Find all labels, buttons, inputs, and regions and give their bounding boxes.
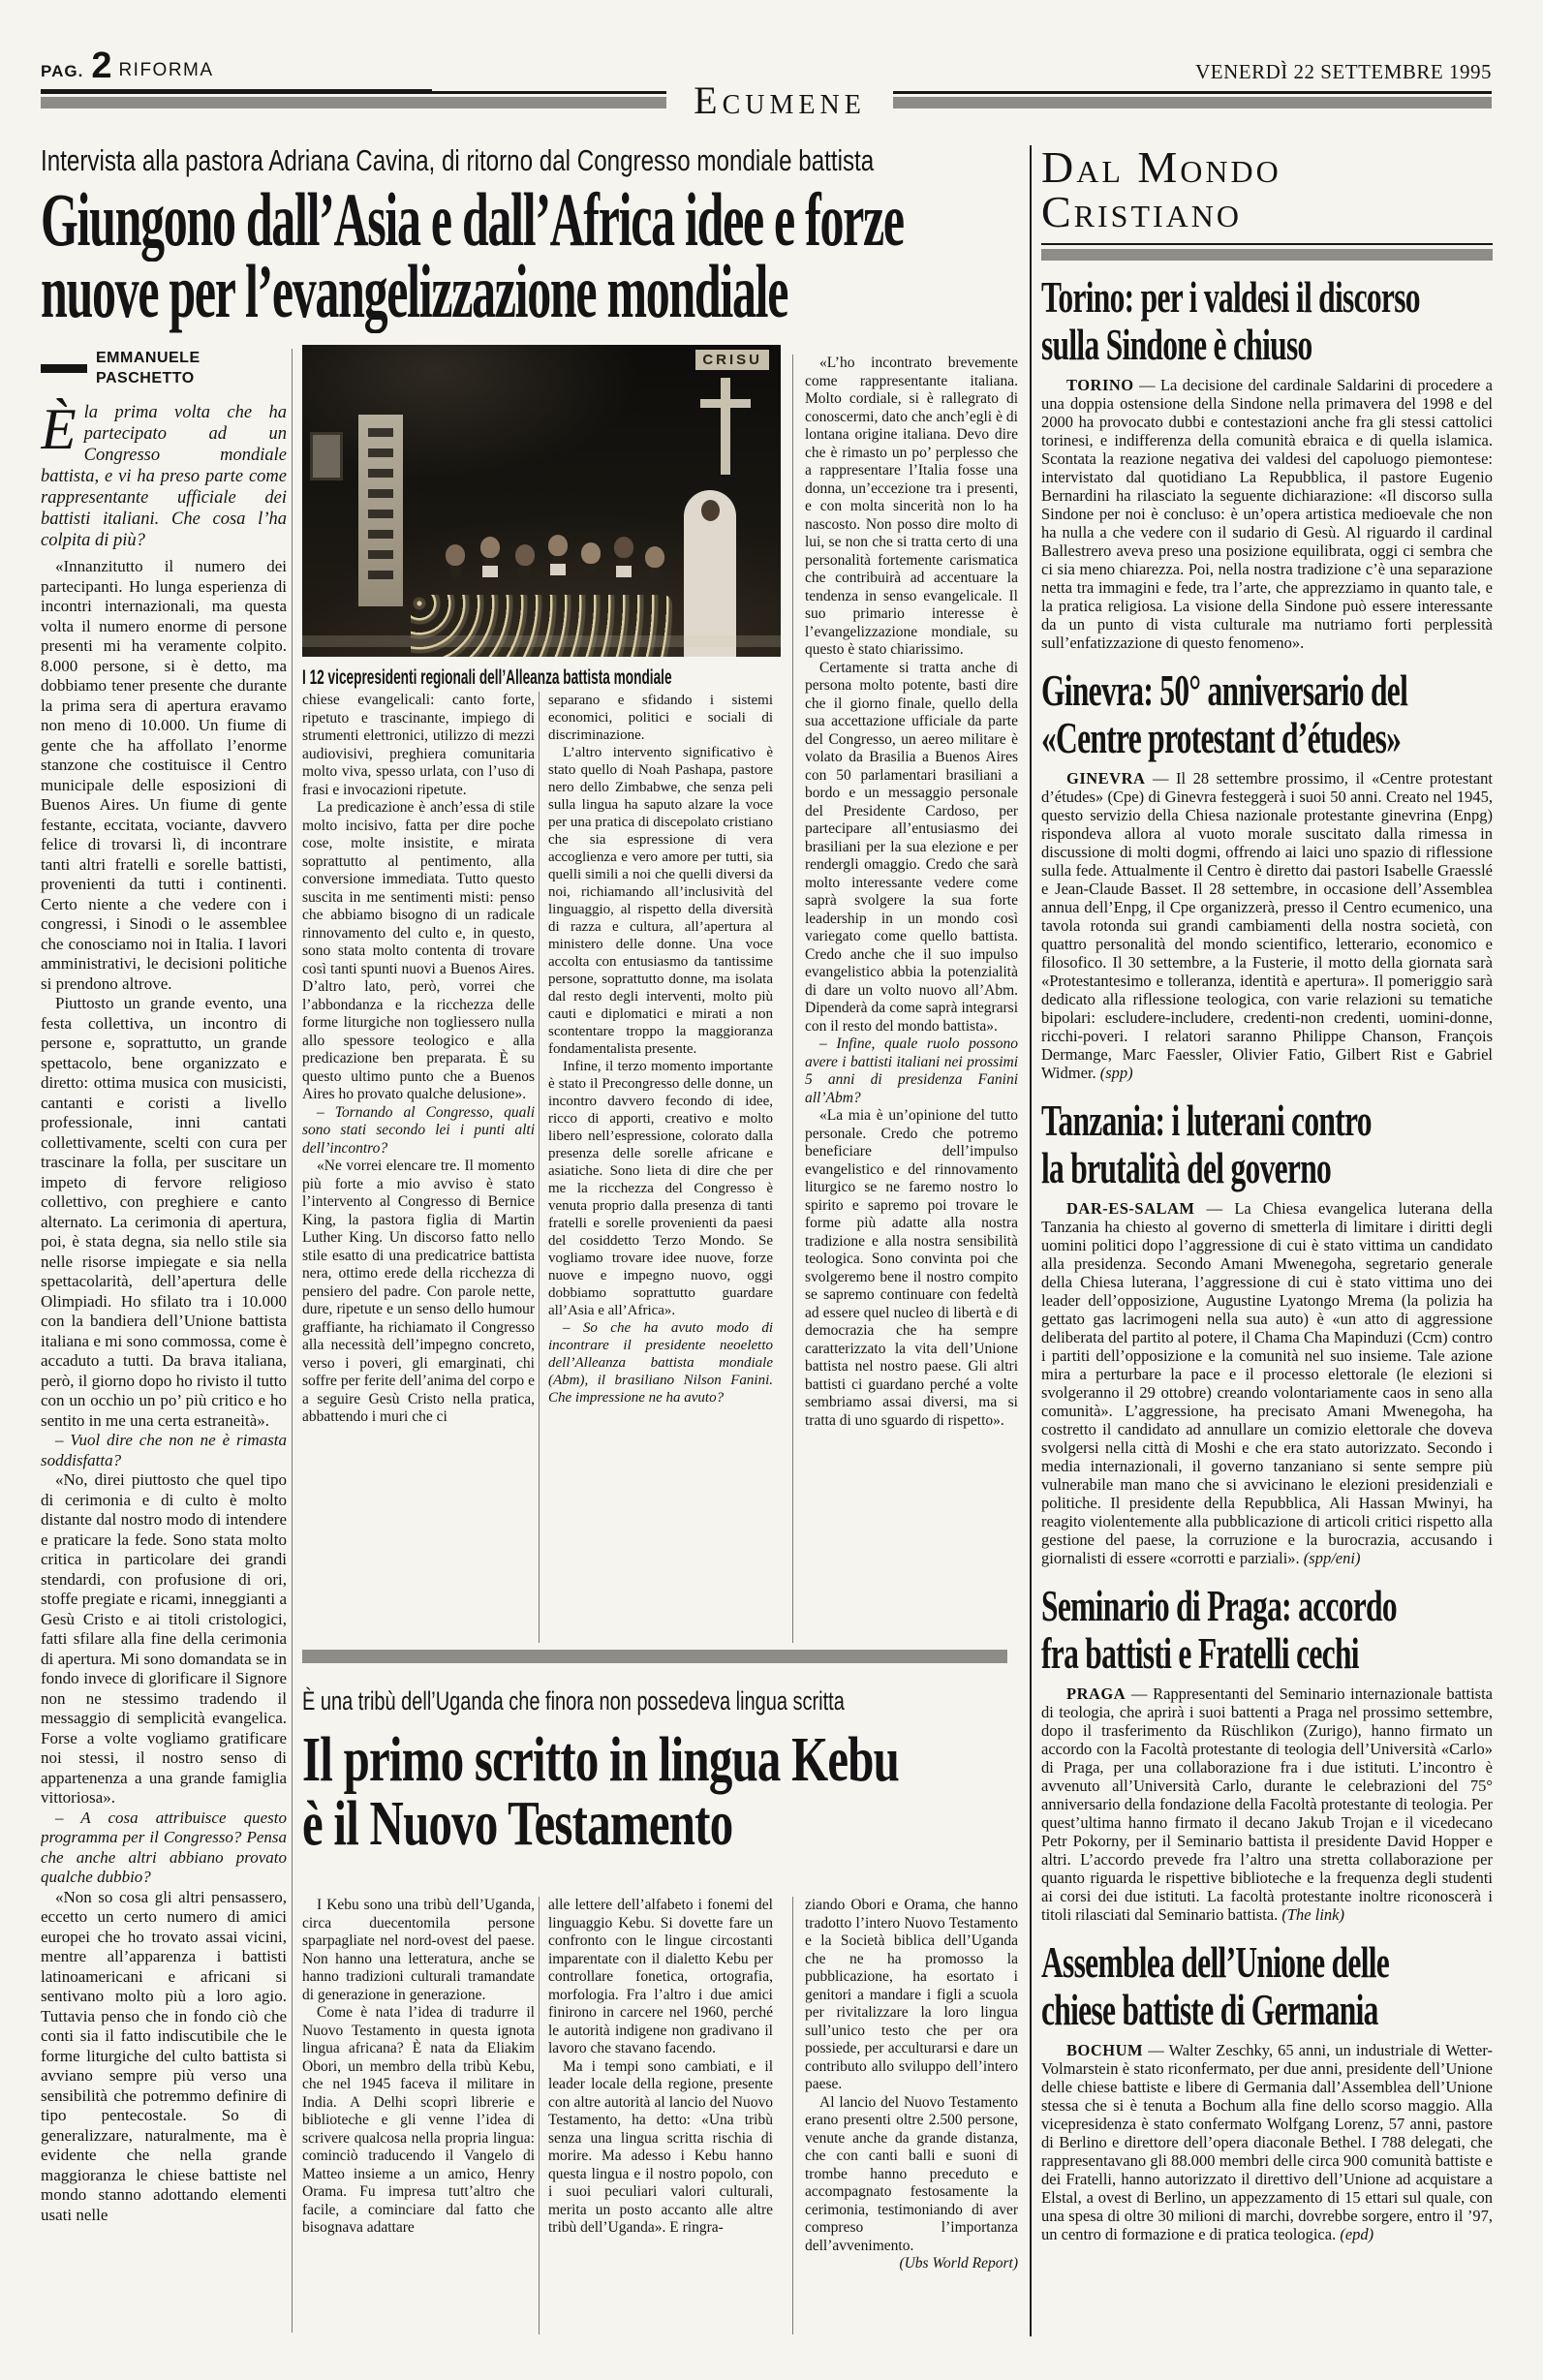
paragraph: I Kebu sono una tribù dell’Uganda, circa duecentomila persone sparpagliate nel nord-ovest del paese. Non hanno una letteratura, anche se hanno tradizioni culturali tramandate di generazione in generazione. [302, 1897, 535, 2003]
paragraph: La predicazione è anch’essa di stile molto incisivo, fatta per dire poche cose, molte insistite, e mirata soprattutto al pentimento, alla conversione immediata. Tutto questo suscita in me sentimenti misti: penso che abbiamo bisogno di un radicale rinnovamento del culto e, in questo, sono stata molto contenta di trovare così tanti spunti nuovi a Buenos Aires. D’altro lato, però, vorrei che l’abbondanza e la ricchezza delle forme liturgiche non togliessero nulla allo spessore teologico e alla predicazione ben preparata. È su questo ultimo punto che a Buenos Aires ho provato qualche delusione». [302, 799, 535, 1102]
paragraph: alle lettere dell’alfabeto i fonemi del linguaggio Kebu. Si dovette fare un confronto con le lingue circostanti imparentate con il dialetto Kebu per controllare fonetica, ortografia, morfologia. Fra l’altro i due amici finirono in carcere nel 1960, perché le autorità indigene non gradivano il lavoro che stavano facendo. [548, 1897, 773, 2056]
news-item [1041, 1097, 1493, 1567]
news-headline-line: «Centre protestant d’études» [1041, 714, 1402, 762]
intro-text: la prima volta che ha partecipato ad un Congresso mondiale battista, e vi ha preso parte come rappresentante ufficiale dei battisti italiani. Che cosa l’ha colpita di più? [41, 403, 287, 550]
news-dateline: BOCHUM [1066, 2041, 1144, 2059]
photo-figure [581, 542, 601, 564]
paragraph: – Tornando al Congresso, quali sono stati secondo lei i punti alti dell’incontro? [302, 1103, 535, 1157]
news-text: — Rappresentanti del Seminario internazionale battista di teologia, che aprirà i suoi battenti a Praga nel prossimo settembre, dopo il trasferimento da Rüschlikon (Zurigo), hanno firmato un accordo con la Facoltà protestante di teologia dell’Università «Carlo» di Praga, per una collaborazione fra i due istituti. L’incontro è avvenuto all’Università Carlo, durante le celebrazioni del 75° anniversario della fondazione della Facoltà protestante di teologia. Per quest’ultima hanno firmato il decano Jakub Trojan e il vicedecano Petr Pokorny, per il Seminario battista il presidente David Hopper e altri. L’accordo prevede fra l’altro una stretta collaborazione per quanto riguarda le rispettive biblioteche e la frequenza degli studenti ai corsi dei due istituti. La facoltà protestante inoltre riconoscerà i titoli rilasciati dal Seminario battista. [1041, 1685, 1493, 1924]
paragraph: chiese evangelicali: canto forte, ripetuto e trascinante, impiego di strumenti elettronici, utilizzo di mezzi audiovisivi, preghiera comunitaria molto viva, spesso urlata, con l’uso di frasi e invocazioni ripetute. [302, 692, 535, 798]
news-dateline: GINEVRA [1066, 769, 1146, 788]
news-signature: (The link) [1281, 1905, 1344, 1924]
cross-icon [721, 378, 730, 475]
news-headline-line: Ginevra: 50° anniversario del [1041, 666, 1408, 715]
news-headline-line: fra battisti e Fratelli cechi [1041, 1629, 1359, 1678]
article-photo [302, 345, 781, 657]
news-headline [1041, 1097, 1493, 1192]
news-item [1041, 274, 1493, 652]
news-signature: (spp) [1099, 1064, 1133, 1082]
masthead: RIFORMA [118, 59, 214, 80]
paragraph: – Vuol dire che non ne è rimasta soddisfatta? [41, 1431, 287, 1469]
photo-figure [645, 546, 664, 568]
sidebar-items [1041, 274, 1493, 2243]
paragraph: «Ne vorrei elencare tre. Il momento più forte a mio avviso è stato l’intervento al Congresso di Bernice King, la pastora figlia di Martin Luther King. Un discorso fatto nello stile esatto di una predicatrice battista nera, ottimo erede della ricchezza di pensiero del padre. Con parole nette, dure, ripetute e un senso dello humour graffiante, ha richiamato il Congresso alla necessità dell’impegno concreto, verso i poveri, gli emarginati, chi soffre per ferite dell’anima del corpo e a seguire Gesù Cristo nella pratica, abbattendo i muri che ci [302, 1158, 535, 1425]
paragraph: Come è nata l’idea di tradurre il Nuovo Testamento in questa ignota lingua africana? È nata da Eliakim Obori, un membro della tribù Kebu, che nel 1945 faceva il militare in India. A Delhi scoprì librerie e biblioteche e gli venne l’idea di scrivere qualcosa nella propria lingua: cominciò traducendo il Vangelo di Matteo insieme a un amico, Henry Orama. Fu impresa tutt’altro che facile, a cominciare dal fatto che bisognava adattare [302, 2004, 535, 2236]
news-signature: (spp/eni) [1303, 1549, 1361, 1567]
news-headline-line: sulla Sindone è chiuso [1041, 321, 1312, 369]
news-headline [1041, 667, 1493, 762]
paragraph: – Infine, quale ruolo possono avere i battisti italiani nei prossimi 5 anni di presidenza Fanini all’Abm? [805, 1035, 1018, 1106]
paragraph: «L’ho incontrato brevemente come rappresentante italiana. Molto cordiale, si è rallegrato di conoscermi, dato che anch’egli è di lontana origine italiana. Devo dire che è rimasto un po’ perplesso che a rappresentare l’Italia fosse una donna, un’eccezione tra i presenti, e con molta sincerità non lo ha nascosto. Non posso dire molto di lui, se non che si tratta certo di una personalità fortemente carismatica che contribuirà ad accentuare la tendenza in senso evangelicale. Il suo primario interesse è l’evangelizzazione mondiale, su questo è stato chiarissimo. [805, 355, 1018, 658]
byline-row [41, 349, 287, 388]
news-body [1041, 1199, 1493, 1567]
headline-line: è il Nuovo Testamento [302, 1788, 733, 1859]
news-headline-line: Torino: per i valdesi il discorso [1041, 273, 1420, 322]
paragraph: separano e sfidando i sistemi economici, politici e sociali di discriminazione. [548, 693, 773, 743]
paragraph: «No, direi piuttosto che quel tipo di cerimonia e di culto è molto distante dal nostro modo di intendere e praticare la fede. Sono stata molto critica in particolare dei grandi stendardi, con profusione di ori, stoffe pregiate e ricami, inneggianti a Gesù Cristo e ai titoli cristologici, fatti sfilare alla fine della cerimonia di apertura. Mi sono domandata se in fondo invece di glorificare il Signore non ne stessimo tradendo il messaggio di semplicità evangelica. Forse a volte vogliamo gratificare noi stessi, il nostro senso di appartenenza a una grande famiglia vittoriosa». [41, 1470, 287, 1807]
world-news-sidebar [1041, 142, 1493, 2259]
column-divider [292, 349, 293, 2333]
page-number: 2 [91, 46, 111, 86]
header-rule-thin [41, 91, 666, 94]
page-header [41, 46, 214, 86]
photo-figure-shirt [482, 566, 498, 577]
kebu-headline [302, 1724, 1019, 1859]
photo-banner-text: CRISU [695, 350, 769, 370]
header-rule-band [893, 97, 1492, 108]
news-body [1041, 2041, 1493, 2243]
news-headline-line: Assemblea dell’Unione delle [1041, 1938, 1390, 1987]
headline-line: nuove per l’evangelizzazione mondiale [41, 249, 788, 333]
photo-figure-face [701, 500, 720, 521]
news-headline [1041, 274, 1493, 369]
drop-cap: È [41, 397, 77, 461]
news-text: — La Chiesa evangelica luterana della Tanzania ha chiesto al governo di smetterla di limitare i diritti degli uomini politici dopo l’aggressione di cui è stato vittima un candidato alla presidenza. Secondo Amani Mwenegoha, segretario generale della Chiesa luterana, l’aggressione di cui è stato vittima uno dei leader dell’opposizione, Augustine Lyatongo Mrema (la polizia ha gettato gas lacrimogeni nella sua auto) è «un atto di aggressione deliberata del partito al potere, il Chama Cha Mapinduzi (Ccm) contro i partiti dell’opposizione e la comunità nel suo insieme. Tale azione mira a perturbare la pace e il processo elettorale (le elezioni si svolgeranno il 29 ottobre) creando volontariamente caos in seno alla comunità». L’aggressione, ha precisato Amani Mwenegoha, ha costretto il candidato ad annullare un comizio elettorale che doveva svolgersi nella città di Moshi e che era stato autorizzato. Secondo i media internazionali, il governo tanzaniano si sente sempre più vulnerabile man mano che si avvicinano le elezioni presidenziali e politiche. Il presidente della Repubblica, Ali Hassan Mwinyi, ha reagito violentemente alla pubblicazione di articoli critici rispetto alla gestione del paese, la corruzione e la burocrazia, accusando i giornalisti di essere «corrotti e parziali». [1041, 1199, 1493, 1567]
photo-table-edge [302, 635, 781, 647]
cross-icon [700, 399, 751, 408]
byline: EMMANUELE PASCHETTO [96, 350, 201, 386]
main-article-kicker: Intervista alla pastora Adriana Cavina, di ritorno dal Congresso mondiale battista [41, 143, 875, 177]
news-body [1041, 769, 1493, 1082]
article-column-3 [548, 692, 773, 1647]
section-title: Ecumene [694, 78, 866, 122]
news-item [1041, 1939, 1493, 2243]
news-headline [1041, 1939, 1493, 2034]
column-divider [792, 355, 793, 1643]
news-item [1041, 667, 1493, 1082]
article-intro [41, 397, 287, 551]
news-text: — La decisione del cardinale Saldarini di procedere a una doppia ostensione della Sindone nella primavera del 1998 e del 2000 ha provocato dubbi e contestazioni anche fra gli stessi cattolici torinesi, e indifferenza della comunità ebraica e di quella islamica. Scontata la reazione negativa dei valdesi del capoluogo piemontese: intervistato dal quotidiano La Repubblica, il pastore Eugenio Bernardini ha rilasciato la seguente dichiarazione: «Il discorso sulla Sindone per noi è concluso: è un’opera artistica medioevale che non ha nulla a che vedere con il sudario di Gesù. Al riguardo il cardinal Ballestrero aveva preso una posizione equilibrata, oggi ci sembra che ci sia meno chiarezza. Poi, nella nostra tradizione c’è una separazione netta tra immagini e fede, tra l’arte, che apprezziamo in quanto tale, e la pratica religiosa. La visione della Sindone può essere interessante da un punto di vista culturale ma nutriamo forti perplessità sull’enfatizzazione di questo fenomeno». [1041, 376, 1493, 652]
photo-figure-shirt [550, 564, 566, 575]
photo-figure [446, 544, 465, 566]
news-headline-line: la brutalità del governo [1041, 1144, 1332, 1192]
paragraph: L’altro intervento significativo è stato quello di Noah Pashapa, pastore nero dello Zimbabwe, che senza peli sulla lingua ha saputo alzare la voce per una pratica di discepolato cristiano che sia espressione di vera accoglienza e vero amore per tutti, sia quelli simili a noi che quelli diversi da noi, richiamando all’inclusività del linguaggio, al rispetto della diversità di razza e cultura, all’apertura al ministero delle donne. Una voce accolta con entusiasmo da tantissime persone, soprattutto donne, ma isolata dal resto degli interventi, molto più cauti e diplomatici e mirati a non scontentare troppo la maggioranza fondamentalista presente. [548, 745, 773, 1057]
sidebar-header: Dal Mondo Cristiano [1041, 142, 1281, 236]
column-divider [539, 692, 540, 1643]
kebu-article [302, 1650, 1019, 2366]
header-rule-thin [893, 91, 1492, 94]
paragraph: Infine, il terzo momento importante è stato il Precongresso delle donne, un incontro davvero fecondo di idee, ricco di apporti, creativo e molto libero nell’espressione, colorato dalla presenza delle sorelle africane e asiatiche. Sono lieta di dire che per me la ricchezza del Congresso è venuta proprio dalla presenza di tanti fratelli e sorelle provenienti da paesi del cosiddetto Terzo Mondo. Se vogliamo trovare idee nuove, forze nuove e impegno nuovo, oggi dobbiamo soprattutto guardare all’Asia e all’Africa». [548, 1059, 773, 1318]
article-separator-band [302, 1650, 1007, 1663]
paragraph: – So che ha avuto modo di incontrare il presidente neoeletto dell’Alleanza battista mondiale (Abm), il brasiliano Nilson Fanini. Che impressione ne ha avuto? [548, 1320, 773, 1406]
paragraph: Piuttosto un grande evento, una festa collettiva, un incontro di persone e, soprattutto, un grande spettacolo, bene organizzato e diretto: ottima musica con musicisti, cantanti e coristi a livello professionale, inni cantati collettivamente, scelti con cura per trascinare la folla, per suscitare un impeto di fervore religioso collettivo, con preghiere e canto alternato. La cerimonia di apertura, poi, è stata degna, sia nello stile sia nelle risorse impiegate e sia nella spettacolarità, dell’apertura delle Olimpiadi. Ho sfilato tra i 10.000 con la bandiera dell’Unione battista italiana e mi sono commossa, come è accaduto a tutti. Da brava italiana, però, il giorno dopo ho rivisto il tutto con un occhio un po’ più critico e ho sentito in me una certa estraneità». [41, 994, 287, 1430]
paragraph: Al lancio del Nuovo Testamento erano presenti oltre 2.500 persone, venute anche da grande distanza, che con canti balli e suoni di trombe hanno preceduto e accompagnato festosamente la cerimonia, testimoniando di aver compreso l’importanza dell’avvenimento. [805, 2093, 1018, 2254]
news-body [1041, 376, 1493, 652]
news-body [1041, 1685, 1493, 1924]
issue-date: VENERDÌ 22 SETTEMBRE 1995 [1195, 60, 1492, 83]
header-rule-right [893, 91, 1492, 108]
paragraph: «Non so cosa gli altri pensassero, eccetto un certo numero di amici europei che ho trovato assai vicini, mentre all’apparenza i battisti latinoamericani e africani si sentivano molto più a loro agio. Tuttavia penso che in fondo ciò che conti sia il fatto indiscutibile che le forme liturgiche del culto battista si avviano sempre più verso una sensibilità che potremmo definire di tipo pentecostale. So di generalizzare, naturalmente, ma è evidente che nella grande maggioranza le chiese battiste nel mondo stanno adottando elementi usati nelle [41, 1887, 287, 2224]
sidebar-rule [1041, 243, 1493, 245]
headline-line: Giungono dall’Asia e dall’Africa idee e forze [41, 177, 904, 262]
kebu-kicker: È una tribù dell’Uganda che finora non possedeva lingua scritta [302, 1686, 845, 1715]
news-dateline: PRAGA [1066, 1685, 1126, 1703]
byline-rule [41, 364, 87, 373]
news-dateline: DAR-ES-SALAM [1066, 1199, 1195, 1218]
photo-banner-glyphs [368, 428, 393, 591]
news-headline-line: chiese battiste di Germania [1041, 1986, 1378, 2034]
photo-figure [515, 544, 535, 566]
paragraph: ziando Obori e Orama, che hanno tradotto l’intero Nuovo Testamento e la Società biblica dell’Uganda che ne ha promosso la pubblicazione, ha esortato i genitori a mandare i figli a scuola per rivitalizzare la loro lingua sull’unico testo che per ora possiede, per acculturarsi e dare un contributo allo sviluppo dell’intero paese. [805, 1897, 1018, 2092]
photo-figure-shirt [616, 566, 632, 577]
article-column-2 [302, 692, 535, 1647]
news-signature: (epd) [1340, 2225, 1374, 2243]
photo-banner [358, 415, 403, 606]
page-label: PAG. [41, 61, 84, 80]
sidebar-divider [1030, 145, 1032, 2336]
news-text: — Walter Zeschky, 65 anni, un industriale di Wetter-Volmarstein è stato riconfermato, per due anni, presidente dell’Unione delle chiese battiste e libere di Germania dall’Assemblea dell’Unione stessa che si è tenuta a Bochum alla fine dello scorso maggio. Alla vicepresidenza è stato confermato Wolfgang Lorenz, 57 anni, pastore di Berlino e direttore dell’opera diaconale Bethel. I 788 delegati, che rappresentavano gli 88.000 membri delle circa 900 comunità battiste e dei Fratelli, hanno autorizzato il direttivo dell’Unione ad acquistare a Elstal, a ovest di Berlino, un appezzamento di 15 ettari sul quale, con una spesa di oltre 30 milioni di marchi, dovrebbe sorgere, entro il ’97, un centro di formazione e di pratica teologica. [1041, 2041, 1493, 2243]
photo-figure [614, 537, 633, 558]
photo-flowers [411, 595, 672, 657]
kebu-column-3 [805, 1897, 1018, 2344]
headline-line: Il primo scritto in lingua Kebu [302, 1724, 900, 1795]
paragraph: Ma i tempi sono cambiati, e il leader locale della regione, presente con altre autorità al lancio del Nuovo Testamento, ha detto: «Una tribù senza una lingua scritta rischia di morire. Ma adesso i Kebu hanno questa lingua e il nostro popolo, con i suoi peculiari valori culturali, merita un posto accanto alle altre tribù dell’Uganda». E ringra- [548, 2057, 773, 2236]
paragraph: Certamente si tratta anche di persona molto potente, basti dire che il giorno finale, quello della sua accettazione ufficiale da parte del Congresso, un aereo militare è volato da Brasilia a Buenos Aires con 50 parlamentari brasiliani a bordo e un messaggio personale del Presidente Cardoso, per partecipare all’entusiasmo dei brasiliani per la sua elezione e per rendergli omaggio. Credo che sarà molto interessante vedere come saprà svolgere la sua forte leadership in un mondo così variegato come quello battista. Credo anche che il suo impulso evangelistico abbia la potenzialità di dare un volto nuovo all’Abm. Dipenderà da come saprà integrarsi con il resto del mondo battista». [805, 659, 1018, 1035]
paragraph: «Innanzitutto il numero dei partecipanti. Ho lunga esperienza di incontri internazionali, ma questa volta il numero enorme di persone presenti mi ha veramente colpito. 8.000 persone, si è detto, ma dobbiamo tener presente che durante la prima sera di apertura eravamo non meno di 10.000. Un fiume di gente che ha affollato l’enorme stanzone che costituisce il Centro municipale delle esposizioni di Buenos Aires. Un fiume di gente festante, eccitata, vociante, davvero felice di trovarsi lì, di incontrare tanti altri fratelli e sorelle battisti, provenienti da tutti i continenti. Certo niente a che vedere con i congressi, i Sinodi o le assemblee che conosciamo noi in Italia. I lavori amministrativi, le decisioni politiche si prendono altrove. [41, 557, 287, 993]
news-headline-line: Seminario di Praga: accordo [1041, 1582, 1397, 1630]
photo-figure [548, 535, 568, 556]
header-rule-band [41, 97, 666, 108]
paragraph: «La mia è un’opinione del tutto personale. Credo che potremo beneficiare dell’impulso evangelistico e del rinnovamento liturgico se ne faremo nostro lo spirito e sapremo poi trovare le forme più adatte alla nostra tradizione e alla nostra sensibilità teologica. Sono convinta poi che svolgeremo bene il nostro compito se sapremo continuare con fedeltà ad essere quel nucleo di libertà e di democrazia che ha sempre caratterizzato la vita dell’Unione battista nel nostro paese. Gli altri battisti ci guardano perché a volte sembriamo assai diversi, ma si tratta di uno sguardo di rispetto». [805, 1107, 1018, 1429]
sidebar-band [1041, 249, 1493, 261]
paragraph: (Ubs World Report) [899, 2255, 1018, 2272]
kebu-column-1 [302, 1897, 535, 2344]
news-headline-line: Tanzania: i luterani contro [1041, 1097, 1372, 1145]
news-dateline: TORINO [1066, 376, 1134, 394]
paragraph: – A cosa attribuisce questo programma per il Congresso? Pensa che anche altri abbiano provato qualche dubbio? [41, 1808, 287, 1886]
header-rule-left [41, 91, 666, 108]
photo-screen [310, 432, 343, 480]
photo-figure [480, 537, 500, 558]
news-headline [1041, 1583, 1493, 1678]
news-item [1041, 1583, 1493, 1924]
article-column-1 [41, 345, 287, 2340]
kebu-column-2 [548, 1897, 773, 2344]
photo-caption: I 12 vicepresidenti regionali dell’Alleanza battista mondiale [302, 666, 672, 689]
article-column-4 [805, 355, 1018, 1647]
news-text: — Il 28 settembre prossimo, il «Centre protestant d’études» (Cpe) di Ginevra festeggerà i suoi 50 anni. Creato nel 1945, questo servizio della Chiesa nazionale protestante ginevrina (Enpg) rispondeva allora al vuoto morale suscitato dalla rimessa in discussione di molti dogmi, offrendo ai laici uno spazio di riflessione sulla fede. Attualmente il Centro è diretto dai pastori Isabelle Graesslé e Jean-Claude Basset. Il 28 settembre, in occasione dell’Assemblea annua dell’Enpg, il Cpe organizzerà, presso il Centro ecumenico, una tavola rotonda sui grandi cambiamenti della nostra società, con quattro personalità del mondo scientifico, letterario, economico e filosofico. Il 30 settembre, a la Fusterie, il motto della giornata sarà «Protestantesimo e tolleranza, identità e apertura». Il pomeriggio sarà dedicato alla riflessione teologica, con varie relazioni su tematiche bipolari: escludere-includere, credenti-non credenti, uomini-donne, ricchi-poveri. I relatori saranno Philippe Chanson, François Dermange, Marc Faessler, Olivier Fatio, Gilbert Rist e Gabriel Widmer. [1041, 769, 1493, 1082]
